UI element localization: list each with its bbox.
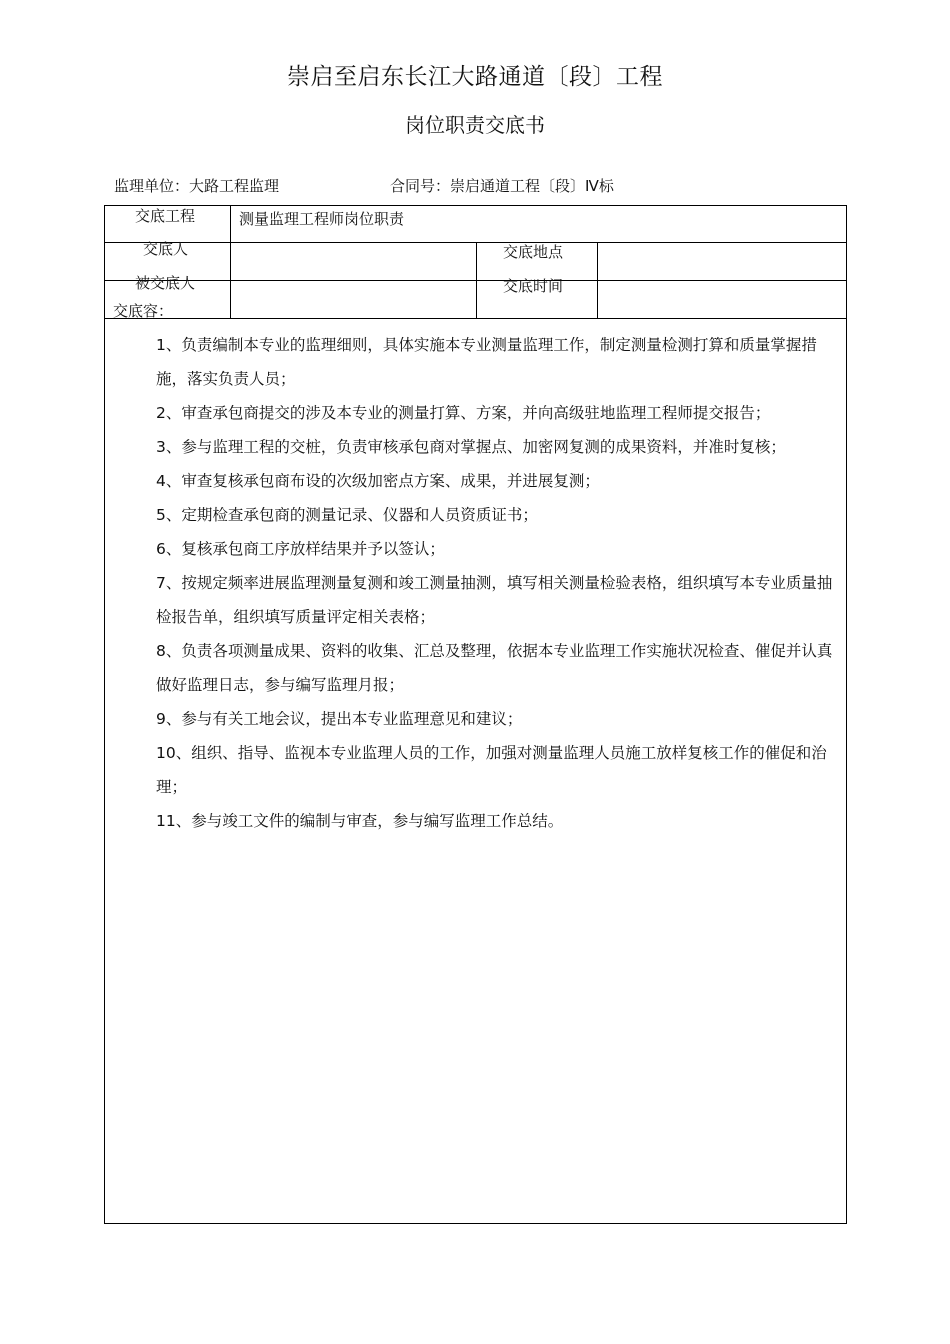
document-title: 崇启至启东长江大路通道〔段〕工程 <box>287 64 663 90</box>
content-label: 交底容： <box>113 302 174 320</box>
contract-number: 合同号：崇启通道工程〔段〕Ⅳ标 <box>390 177 614 195</box>
table-rule <box>230 206 231 318</box>
supervisor-unit: 监理单位：大路工程监理 <box>114 177 280 195</box>
time-label: 交底时间 <box>503 277 564 295</box>
duty-item: 8、负责各项测量成果、资料的收集、汇总及整理，依据本专业监理工作实施状况检查、催促并认真做好监理日志，参与编写监理月报； <box>156 642 833 694</box>
table-rule <box>597 242 598 318</box>
duty-item: 5、定期检查承包商的测量记录、仪器和人员资质证书； <box>156 506 538 524</box>
document-subtitle: 岗位职责交底书 <box>405 113 545 137</box>
discloser-label: 交底人 <box>143 240 189 258</box>
duty-item: 11、参与竣工文件的编制与审查，参与编写监理工作总结。 <box>156 812 564 830</box>
receiver-label: 被交底人 <box>135 274 196 292</box>
duty-item: 2、审查承包商提交的涉及本专业的测量打算、方案，并向高级驻地监理工程师提交报告； <box>156 404 771 422</box>
duty-item: 1、负责编制本专业的监理细则，具体实施本专业测量监理工作，制定测量检测打算和质量掌握措施，落实负责人员； <box>156 336 817 388</box>
duty-item: 6、复核承包商工序放样结果并予以签认； <box>156 540 445 558</box>
duty-item: 3、参与监理工程的交桩，负责审核承包商对掌握点、加密网复测的成果资料，并准时复核； <box>156 438 786 456</box>
duty-item: 7、按规定频率进展监理测量复测和竣工测量抽测，填写相关测量检验表格，组织填写本专业质量抽检报告单，组织填写质量评定相关表格； <box>156 574 833 626</box>
duty-list <box>156 328 840 838</box>
project-label: 交底工程 <box>135 207 196 225</box>
duty-item: 4、审查复核承包商布设的次级加密点方案、成果，并进展复测； <box>156 472 600 490</box>
duty-item: 9、参与有关工地会议，提出本专业监理意见和建议； <box>156 710 523 728</box>
table-rule <box>105 318 846 319</box>
duty-item: 10、组织、指导、监视本专业监理人员的工作，加强对测量监理人员施工放样复核工作的催促和治理； <box>156 744 827 796</box>
table-rule <box>476 242 477 318</box>
project-value: 测量监理工程师岗位职责 <box>239 210 405 228</box>
location-label: 交底地点 <box>503 243 564 261</box>
